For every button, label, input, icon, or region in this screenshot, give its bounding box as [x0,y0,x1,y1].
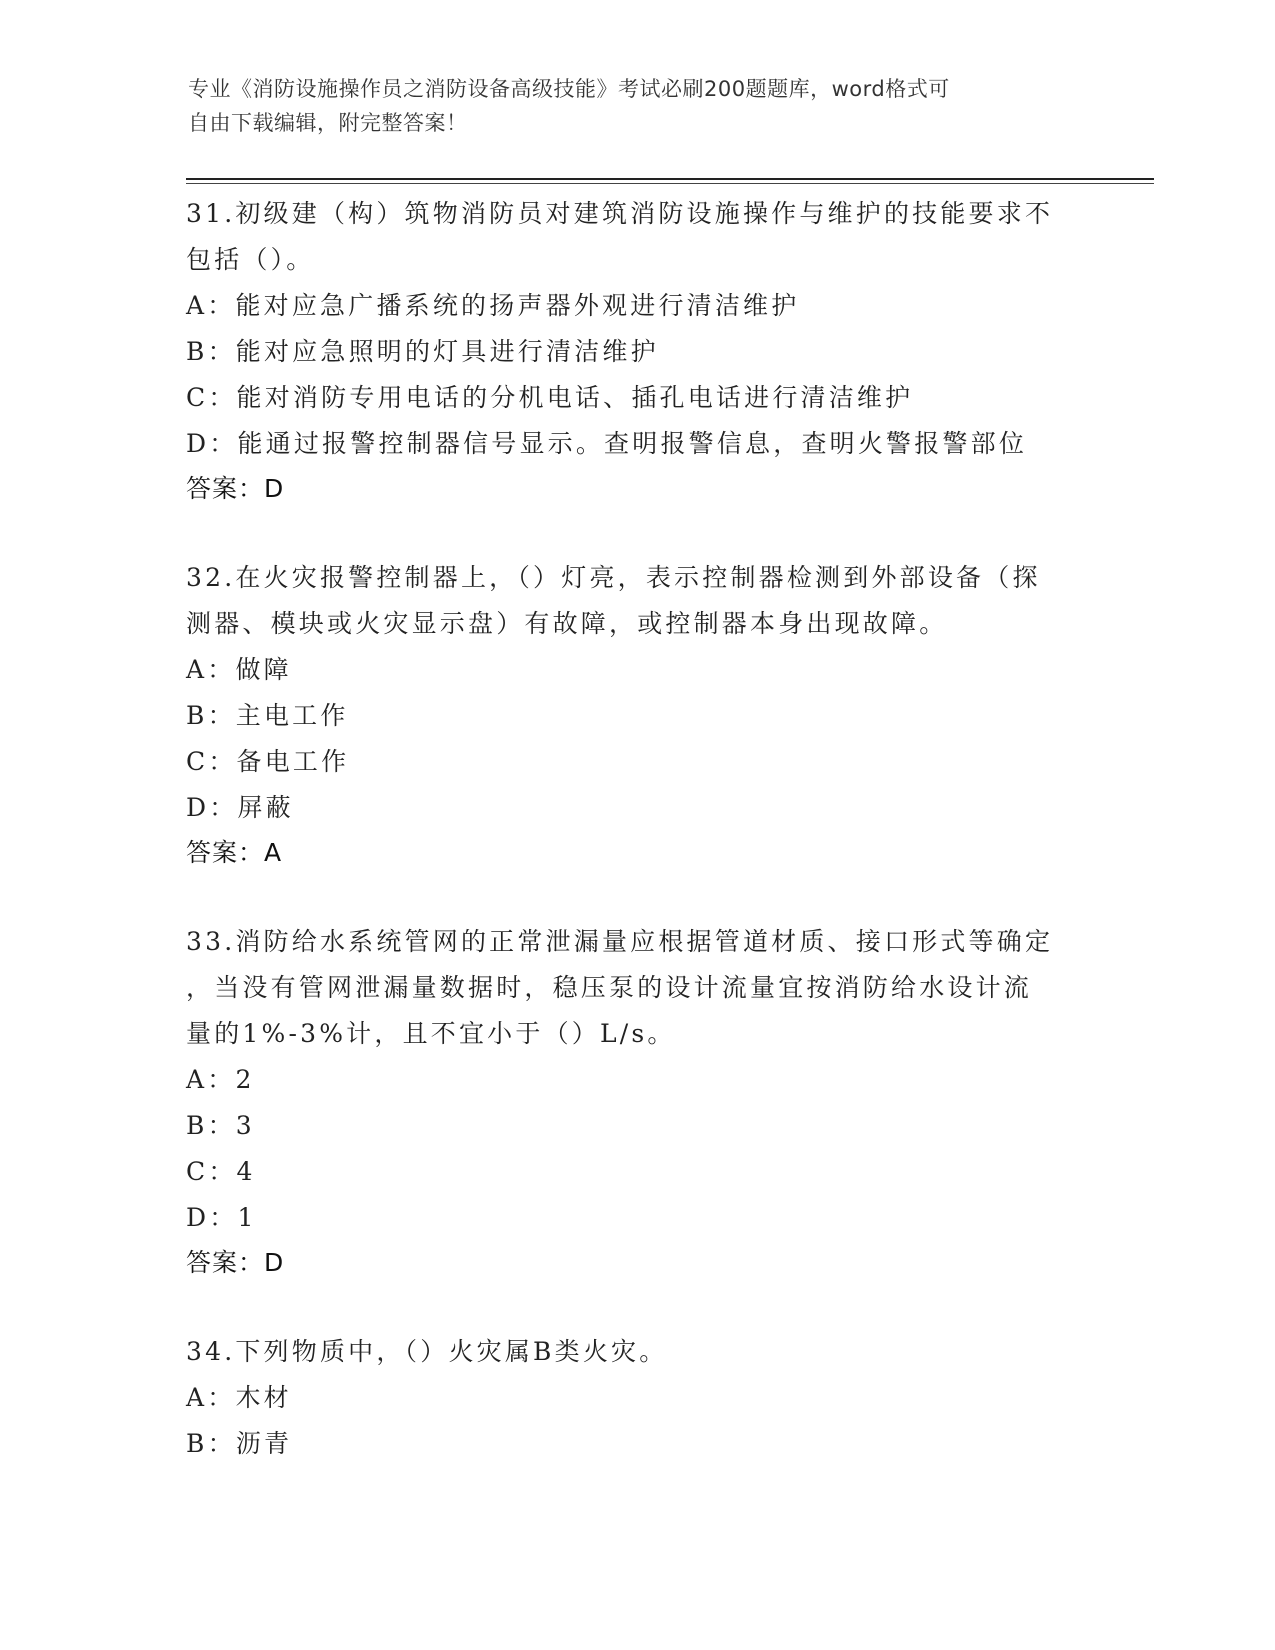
option-a: A：2 [186,1065,255,1094]
question-34 [186,1329,1086,1467]
question-spacer [186,1285,1086,1329]
question-text-line: ，当没有管网泄漏量数据时，稳压泵的设计流量宜按消防给水设计流 [186,973,1033,1002]
header-line-2: 自由下载编辑，附完整答案！ [188,111,468,135]
question-text-line: 包括（）。 [186,245,315,274]
answer-line: 答案：D [186,1248,285,1277]
question-text-line: 33.消防给水系统管网的正常泄漏量应根据管道材质、接口形式等确定 [186,927,1054,956]
option-d: D：能通过报警控制器信号显示。查明报警信息，查明火警报警部位 [186,429,1028,458]
answer-line: 答案：D [186,474,285,503]
option-d: D：1 [186,1203,257,1232]
question-33 [186,919,1086,1285]
option-c: C：备电工作 [186,747,350,776]
option-b: B：沥青 [186,1429,293,1458]
header-line-1: 专业《消防设施操作员之消防设备高级技能》考试必刷200题题库，word格式可 [188,77,950,101]
option-b: B：主电工作 [186,701,349,730]
question-text-line: 31.初级建（构）筑物消防员对建筑消防设施操作与维护的技能要求不 [186,199,1054,228]
question-text-line: 量的1%-3%计，且不宜小于（）L/s。 [186,1019,676,1048]
question-31 [186,191,1086,511]
header-divider-thin [186,183,1154,184]
question-spacer [186,875,1086,919]
header-divider-thick [186,178,1154,180]
document-header [188,72,1068,140]
option-a: A：做障 [186,655,292,684]
question-spacer [186,511,1086,555]
question-32 [186,555,1086,875]
question-list [186,191,1086,1467]
option-c: C：4 [186,1157,256,1186]
question-text-line: 测器、模块或火灾显示盘）有故障，或控制器本身出现故障。 [186,609,948,638]
option-a: A：木材 [186,1383,292,1412]
option-b: B：能对应急照明的灯具进行清洁维护 [186,337,659,366]
answer-line: 答案：A [186,838,283,867]
option-c: C：能对消防专用电话的分机电话、插孔电话进行清洁维护 [186,383,914,412]
question-text-line: 32.在火灾报警控制器上，（）灯亮，表示控制器检测到外部设备（探 [186,563,1041,592]
option-a: A：能对应急广播系统的扬声器外观进行清洁维护 [186,291,800,320]
question-text-line: 34.下列物质中，（）火灾属B类火灾。 [186,1337,668,1366]
option-b: B：3 [186,1111,255,1140]
option-d: D：屏蔽 [186,793,294,822]
